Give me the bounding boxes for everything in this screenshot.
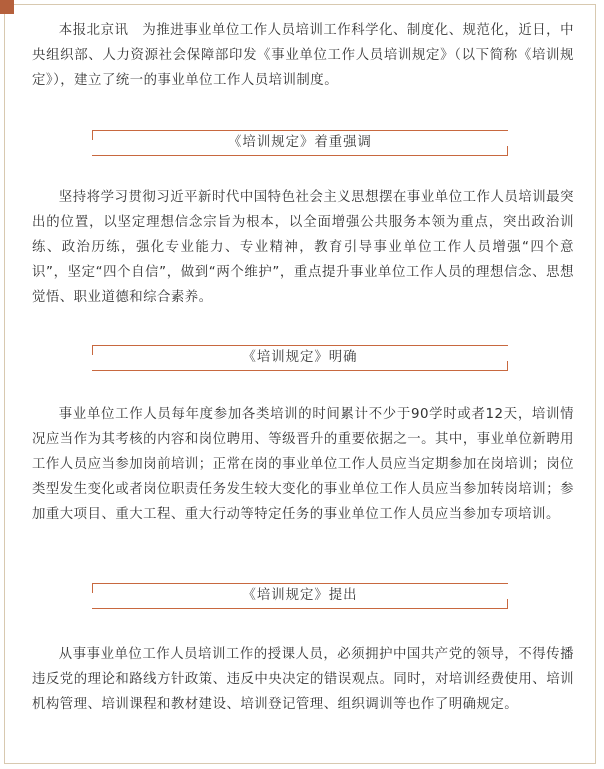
corner-mark (0, 0, 14, 14)
section-1-heading-text: 《培训规定》着重强调 (228, 135, 372, 150)
section-3-heading-text: 《培训规定》提出 (242, 588, 358, 603)
section-1-heading (92, 130, 508, 156)
section-3-heading (92, 583, 508, 609)
section-1-body: 坚持将学习贯彻习近平新时代中国特色社会主义思想摆在事业单位工作人员培训最突出的位置，以坚定理想信念宗旨为根本，以全面增强公共服务本领为重点，突出政治训练、政治历练，强化专业能力、专业精神，教育引导事业单位工作人员增强“四个意识”，坚定“四个自信”，做到“两个维护”，重点提升事业单位工作人员的理想信念、思想觉悟、职业道德和综合素养。 (32, 190, 574, 305)
section-3-body: 从事事业单位工作人员培训工作的授课人员，必须拥护中国共产党的领导，不得传播违反党的理论和路线方针政策、违反中央决定的错误观点。同时，对培训经费使用、培训机构管理、培训课程和教材建设、培训登记管理、组织调训等也作了明确规定。 (32, 647, 574, 712)
section-2-body: 事业单位工作人员每年度参加各类培训的时间累计不少于90学时或者12天，培训情况应当作为其考核的内容和岗位聘用、等级晋升的重要依据之一。其中，事业单位新聘用工作人员应当参加岗前培训；正常在岗的事业单位工作人员应当定期参加在岗培训；岗位类型发生变化或者岗位职责任务发生较大变化的事业单位工作人员应当参加转岗培训；参加重大项目、重大工程、重大行动等特定任务的事业单位工作人员应当参加专项培训。 (32, 407, 574, 522)
section-2-heading-text: 《培训规定》明确 (242, 350, 358, 365)
section-2-heading (92, 345, 508, 371)
intro-paragraph: 本报北京讯 为推进事业单位工作人员培训工作科学化、制度化、规范化，近日，中央组织部、人力资源社会保障部印发《事业单位工作人员培训规定》（以下简称《培训规定》），建立了统一的事业单位工作人员培训制度。 (32, 23, 574, 88)
